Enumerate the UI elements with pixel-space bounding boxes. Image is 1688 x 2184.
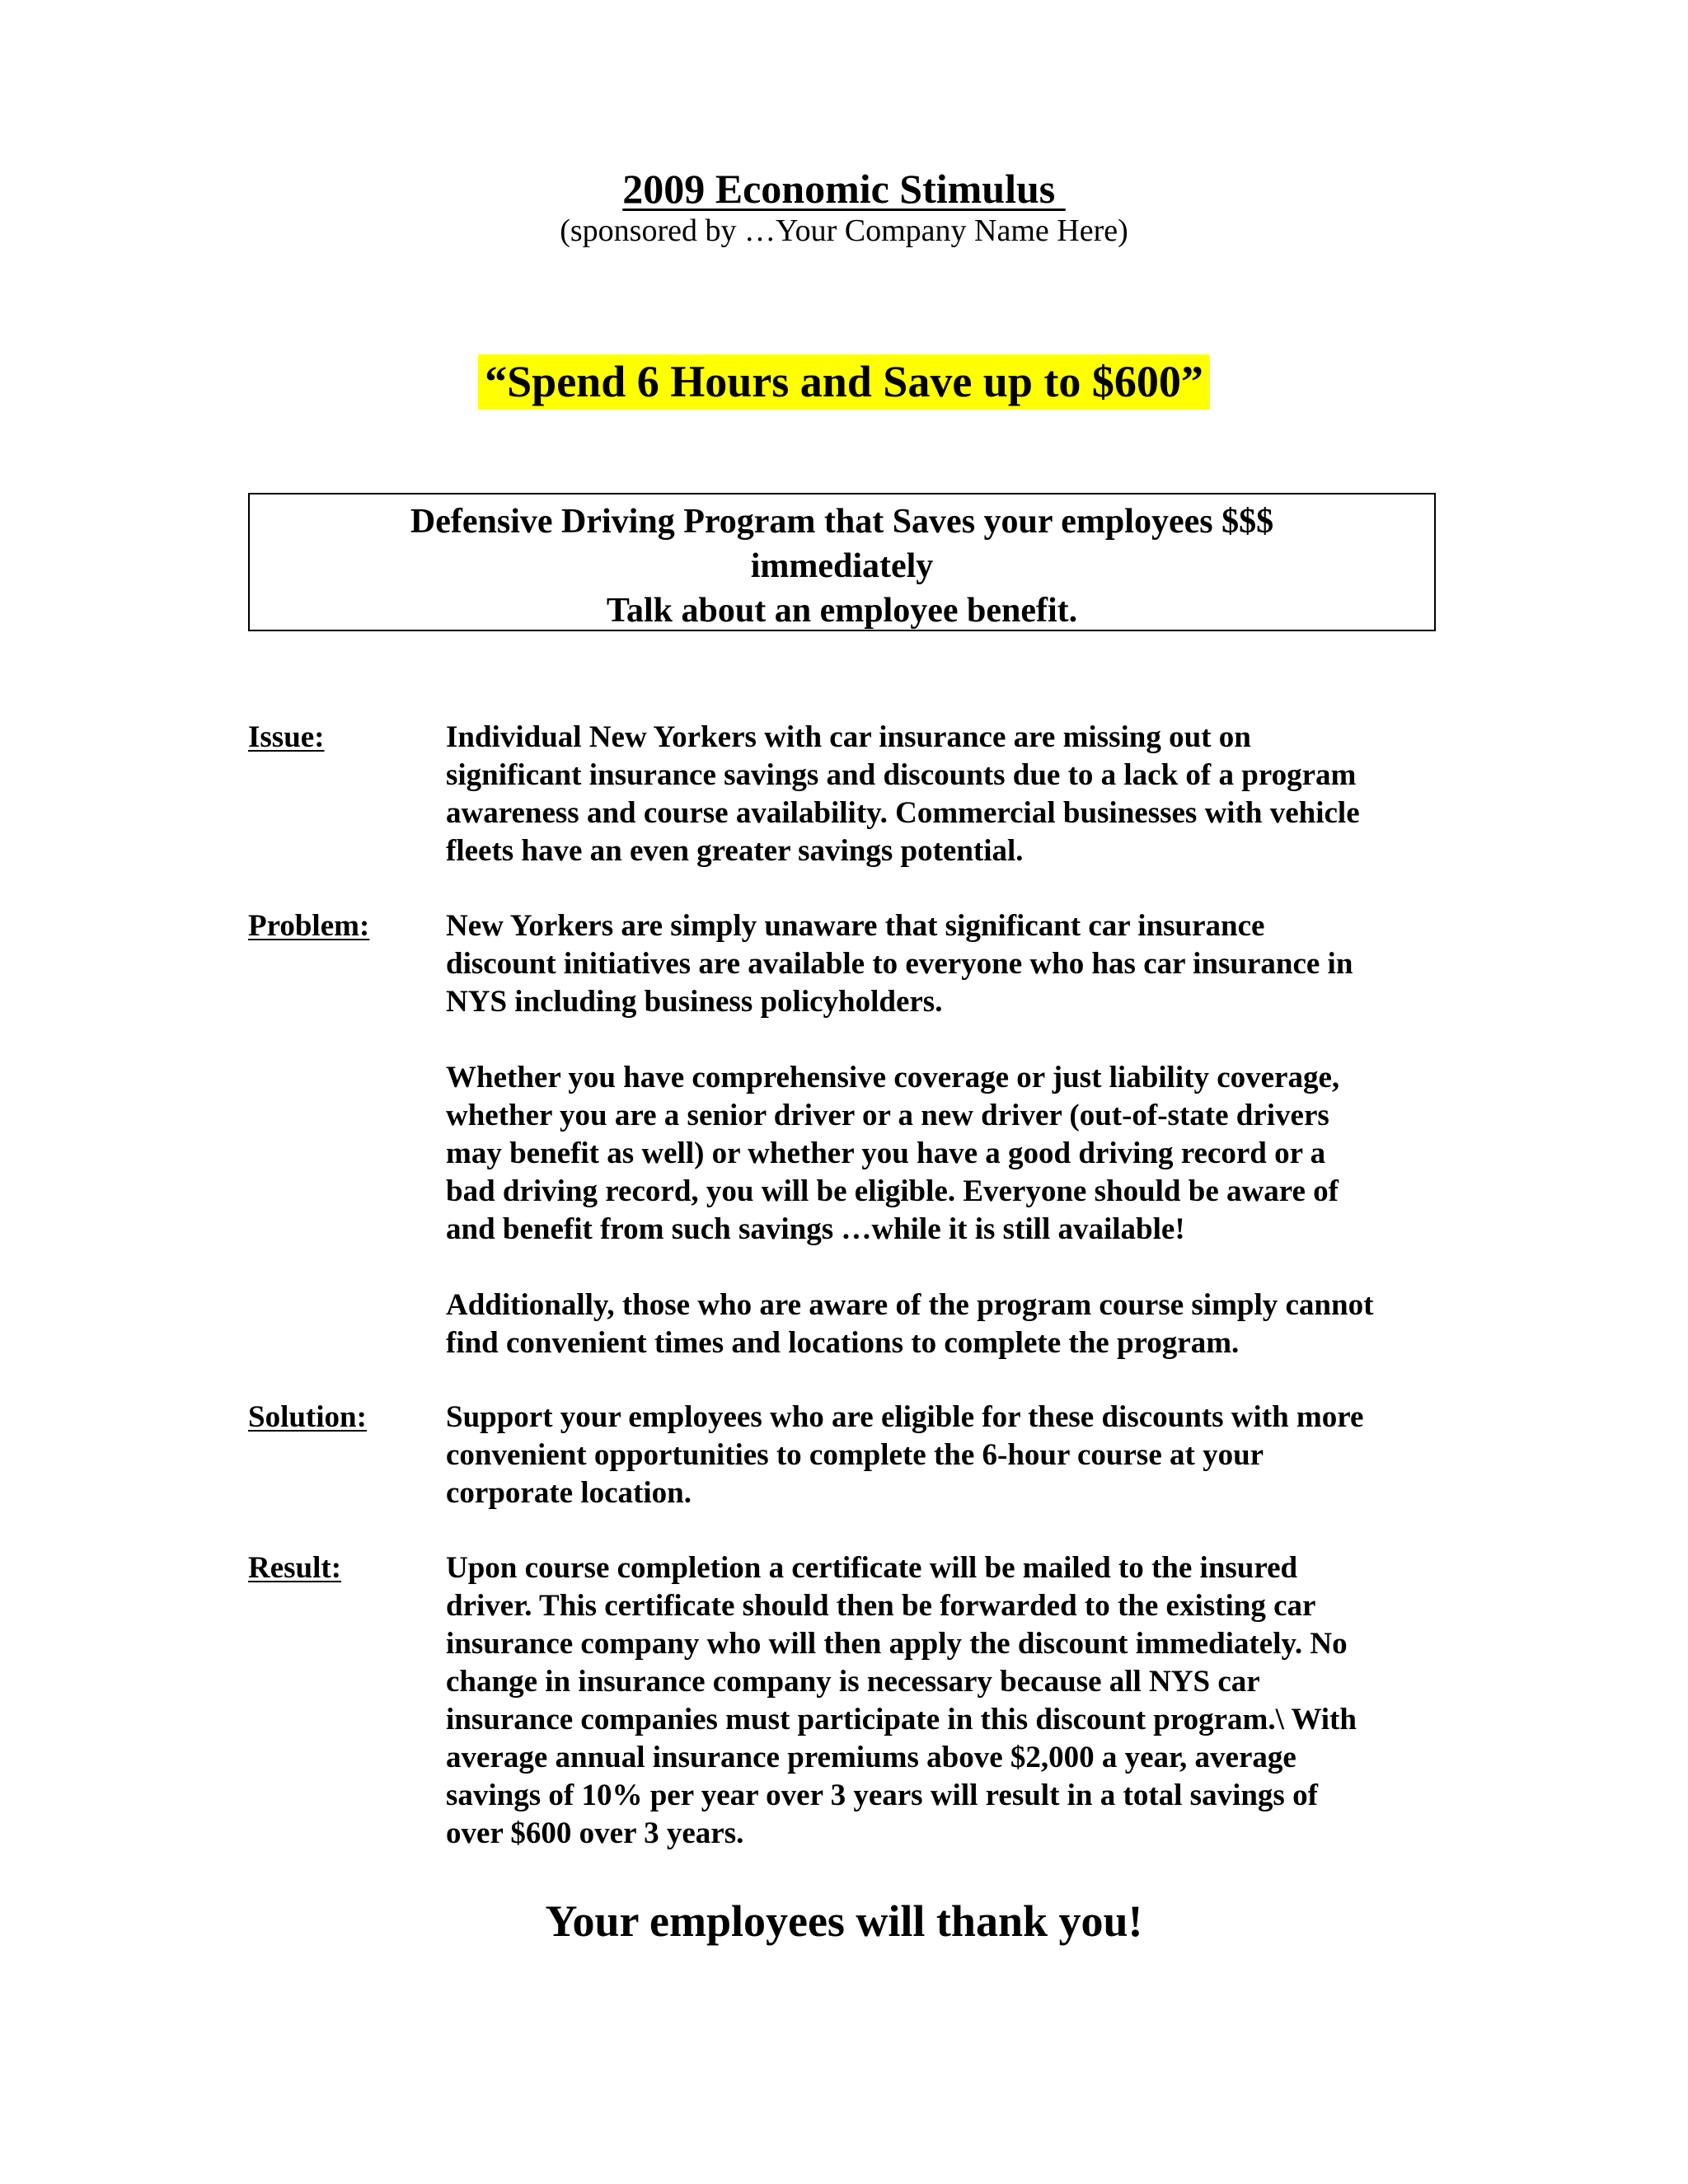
text-line: Support your employees who are eligible for these discounts with more (446, 1400, 1364, 1434)
highlighted-headline: “Spend 6 Hours and Save up to $600” (478, 354, 1210, 410)
text-line: corporate location. (446, 1476, 692, 1510)
text-line: find convenient times and locations to complete the program. (446, 1326, 1240, 1360)
text-line: insurance companies must participate in this discount program.\ With (446, 1703, 1357, 1736)
callout-line-1: Defensive Driving Program that Saves your employees $$$ (410, 503, 1274, 541)
text-line: may benefit as well) or whether you have a good driving record or a (446, 1137, 1326, 1170)
text-line: change in insurance company is necessary because all NYS car (446, 1665, 1260, 1699)
text-line: Whether you have comprehensive coverage or just liability coverage, (446, 1061, 1340, 1094)
callout-line-3: Talk about an employee benefit. (606, 592, 1078, 630)
program-callout-box (248, 493, 1436, 631)
text-line: Additionally, those who are aware of the program course simply cannot (446, 1288, 1374, 1322)
text-line: Individual New Yorkers with car insurance are missing out on (446, 720, 1251, 754)
text-line: Upon course completion a certificate will be mailed to the insured (446, 1551, 1298, 1585)
text-line: NYS including business policyholders. (446, 985, 943, 1019)
closing-statement: Your employees will thank you! (545, 1896, 1143, 1946)
issue-label: Issue: (248, 720, 325, 754)
problem-paragraph-3 (446, 1286, 1451, 1362)
document-subtitle: (sponsored by …Your Company Name Here) (560, 213, 1128, 248)
text-line: driver. This certificate should then be forwarded to the existing car (446, 1589, 1316, 1623)
callout-line-2: immediately (750, 547, 934, 585)
text-line: significant insurance savings and discounts due to a lack of a program (446, 758, 1357, 792)
problem-paragraph-1 (446, 907, 1451, 1021)
text-line: insurance company who will then apply the discount immediately. No (446, 1627, 1348, 1661)
text-line: fleets have an even greater savings potential. (446, 834, 1024, 868)
text-line: and benefit from such savings …while it is still available! (446, 1212, 1185, 1246)
text-line: New Yorkers are simply unaware that significant car insurance (446, 909, 1265, 943)
result-text (446, 1549, 1451, 1853)
problem-paragraph-2 (446, 1059, 1451, 1249)
text-line: savings of 10% per year over 3 years will result in a total savings of (446, 1779, 1318, 1812)
text-line: whether you are a senior driver or a new driver (out-of-state drivers (446, 1099, 1329, 1132)
text-line: average annual insurance premiums above $2,000 a year, average (446, 1741, 1296, 1774)
problem-label: Problem: (248, 909, 370, 943)
text-line: awareness and course availability. Commercial businesses with vehicle (446, 796, 1360, 830)
text-line: bad driving record, you will be eligible. Everyone should be aware of (446, 1174, 1339, 1208)
headline-container (0, 354, 1688, 410)
issue-text (446, 719, 1451, 870)
result-label: Result: (248, 1551, 342, 1585)
text-line: over $600 over 3 years. (446, 1816, 744, 1850)
problem-text (446, 907, 1451, 1400)
text-line: discount initiatives are available to everyone who has car insurance in (446, 947, 1353, 981)
solution-text (446, 1399, 1451, 1512)
text-line: convenient opportunities to complete the 6-hour course at your (446, 1438, 1264, 1472)
document-title: 2009 Economic Stimulus (622, 166, 1066, 212)
solution-label: Solution: (248, 1400, 367, 1434)
